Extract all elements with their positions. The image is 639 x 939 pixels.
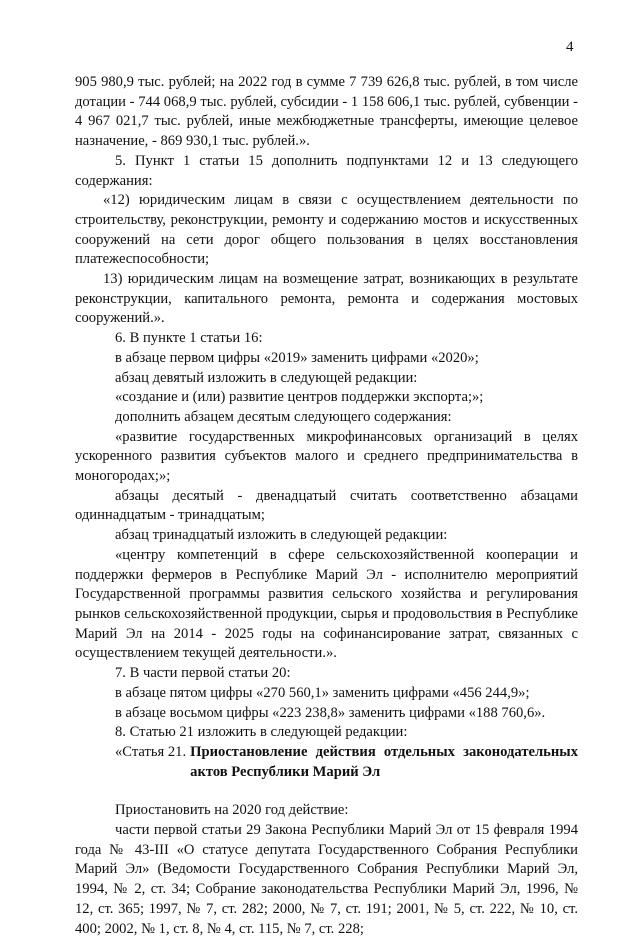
paragraph-subitem-12: «12) юридическим лицам в связи с осуществлением деятельности по строительству, реконструкции, ремонту и содержанию мостов и искусственных сооружений на сети дорог общего пользования в целях восстановления платежеспособности; xyxy=(75,192,578,268)
paragraph-item-8: 8. Статью 21 изложить в следующей редакции: xyxy=(115,724,408,741)
paragraph-amend-ninth: абзац девятый изложить в следующей редакции: xyxy=(115,369,418,386)
paragraph-budget-totals: 905 980,9 тыс. рублей; на 2022 год в сумме 7 739 626,8 тыс. рублей, в том числе дотации - 744 068,9 тыс. рублей, субсидии - 1 158 606,1 тыс. рублей, субвенции - 4 967 021,7 тыс. рублей, иные межбюджетные трансферты, имеющие целевое назначение, - 869 930,1 тыс. рублей.». xyxy=(75,74,578,150)
spacer xyxy=(75,782,578,801)
paragraph-amend-thirteenth: абзац тринадцатый изложить в следующей редакции: xyxy=(115,527,448,544)
paragraph-amend-first: в абзаце первом цифры «2019» заменить цифрами «2020»; xyxy=(115,349,479,366)
article-label: «Статья 21. xyxy=(115,743,187,760)
article-title: Приостановление действия отдельных законодательных актов Республики Марий Эл xyxy=(190,743,578,780)
paragraph-law-citation: части первой статьи 29 Закона Республики Марий Эл от 15 февраля 1994 года № 43-III «О статусе депутата Государственного Собрания Республики Марий Эл» (Ведомости Государственного Собрания Республики Марий Эл, 1994, № 2, ст. 34; Собрание законодательства Республики Марий Эл, 1996, № 12, ст. 365; 1997, № 7, ст. 282; 2000, № 7, ст. 191; 2001, № 5, ст. 222, № 10, ст. 400; 2002, № 1, ст. 8, № 4, ст. 115, № 7, ст. 228; xyxy=(75,822,578,937)
article-21-heading xyxy=(75,743,578,782)
paragraph-subitem-13: 13) юридическим лицам на возмещение затрат, возникающих в результате реконструкции, капитального ремонта, ремонта и содержания мостовых сооружений.». xyxy=(75,271,578,327)
paragraph-export-centers: «создание и (или) развитие центров поддержки экспорта;»; xyxy=(115,389,484,406)
paragraph-microfinance: «развитие государственных микрофинансовых организаций в целях ускоренного развития субъектов малого и среднего предпринимательства в моногородах;»; xyxy=(75,428,578,485)
page-number: 4 xyxy=(566,39,574,55)
paragraph-add-tenth: дополнить абзацем десятым следующего содержания: xyxy=(115,408,452,425)
paragraph-item-5: 5. Пункт 1 статьи 15 дополнить подпунктами 12 и 13 следующего содержания: xyxy=(75,152,578,189)
paragraph-item-6: 6. В пункте 1 статьи 16: xyxy=(115,330,263,347)
paragraph-amend-eighth: в абзаце восьмом цифры «223 238,8» заменить цифрами «188 760,6». xyxy=(115,704,546,721)
paragraph-item-7: 7. В части первой статьи 20: xyxy=(115,665,291,682)
document-body xyxy=(75,73,578,939)
paragraph-suspend: Приостановить на 2020 год действие: xyxy=(115,802,349,819)
paragraph-amend-fifth: в абзаце пятом цифры «270 560,1» заменить цифрами «456 244,9»; xyxy=(115,684,530,701)
paragraph-competence-center: «центру компетенций в сфере сельскохозяйственной кооперации и поддержки фермеров в Республике Марий Эл - исполнителю мероприятий Государственной программы развития сельского хозяйства и регулирования рынков сельскохозяйственной продукции, сырья и продовольствия в Республике Марий Эл на 2014 - 2025 годы на софинансирование затрат, связанных с осуществлением текущей деятельности.». xyxy=(75,546,578,662)
paragraph-renumber: абзацы десятый - двенадцатый считать соответственно абзацами одиннадцатым - тринадцатым; xyxy=(75,487,578,524)
